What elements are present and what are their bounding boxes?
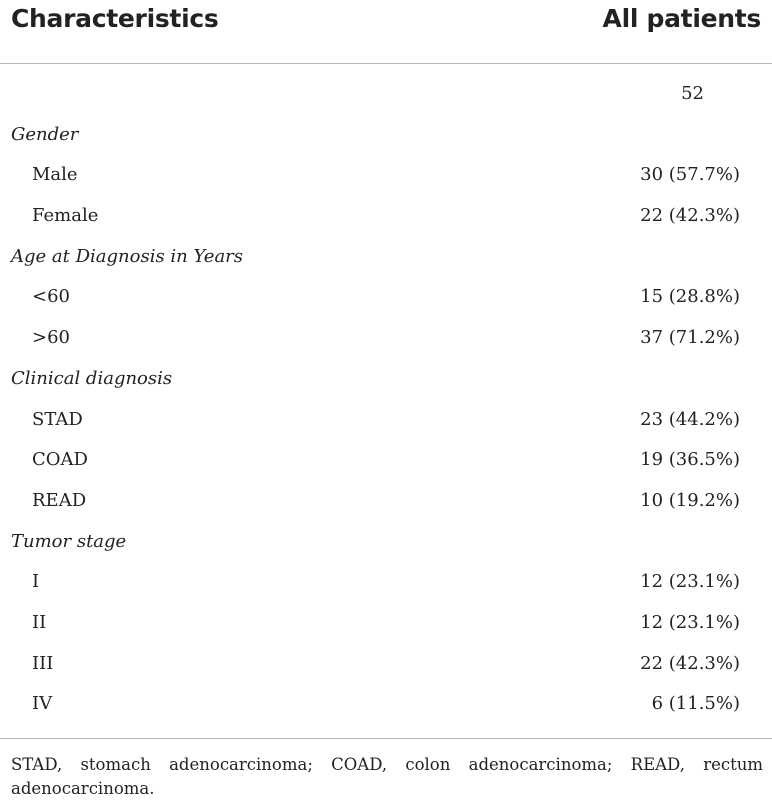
section-heading-age xyxy=(0,237,772,278)
table-row xyxy=(0,277,772,318)
row-value: 30 (57.7%) xyxy=(640,164,740,186)
row-label: III xyxy=(32,652,54,674)
row-value: 12 (23.1%) xyxy=(640,611,740,633)
total-row xyxy=(0,74,772,115)
row-label: IV xyxy=(32,693,53,715)
row-label: STAD xyxy=(32,408,83,430)
table-row xyxy=(0,481,772,522)
row-label: <60 xyxy=(32,286,70,308)
total-value: 52 xyxy=(681,83,704,104)
section-title: Tumor stage xyxy=(11,530,127,552)
row-value: 12 (23.1%) xyxy=(640,571,740,593)
section-title: Gender xyxy=(11,123,79,145)
section-heading-gender xyxy=(0,115,772,156)
table-body xyxy=(0,74,772,725)
row-label: >60 xyxy=(32,327,70,349)
row-label: I xyxy=(32,571,40,593)
row-value: 37 (71.2%) xyxy=(640,327,740,349)
table-row xyxy=(0,196,772,237)
row-label: II xyxy=(32,611,47,633)
row-value: 19 (36.5%) xyxy=(640,449,740,471)
table-row xyxy=(0,155,772,196)
table-row xyxy=(0,603,772,644)
row-value: 22 (42.3%) xyxy=(640,205,740,227)
table-row xyxy=(0,684,772,725)
section-heading-tumor-stage xyxy=(0,522,772,563)
section-heading-clinical-diagnosis xyxy=(0,359,772,400)
row-value: 15 (28.8%) xyxy=(640,286,740,308)
section-title: Age at Diagnosis in Years xyxy=(11,245,244,267)
row-label: COAD xyxy=(32,449,88,471)
column-header-all-patients: All patients xyxy=(602,4,761,33)
row-value: 10 (19.2%) xyxy=(640,489,740,511)
header-divider xyxy=(0,63,772,64)
section-title: Clinical diagnosis xyxy=(11,367,173,389)
row-label: READ xyxy=(32,489,87,511)
footer-divider xyxy=(0,738,772,739)
table-row xyxy=(0,440,772,481)
table-row xyxy=(0,318,772,359)
table-row xyxy=(0,644,772,685)
row-value: 22 (42.3%) xyxy=(640,652,740,674)
row-label: Female xyxy=(32,205,99,227)
row-label: Male xyxy=(32,164,78,186)
table-footnote: STAD, stomach adenocarcinoma; COAD, colon adenocarcinoma; READ, rectum adenocarcinoma. xyxy=(11,755,763,798)
table-row xyxy=(0,562,772,603)
row-value: 6 (11.5%) xyxy=(651,693,740,715)
table-row xyxy=(0,400,772,441)
row-value: 23 (44.2%) xyxy=(640,408,740,430)
table-header xyxy=(0,0,772,64)
column-header-characteristics: Characteristics xyxy=(11,4,219,33)
